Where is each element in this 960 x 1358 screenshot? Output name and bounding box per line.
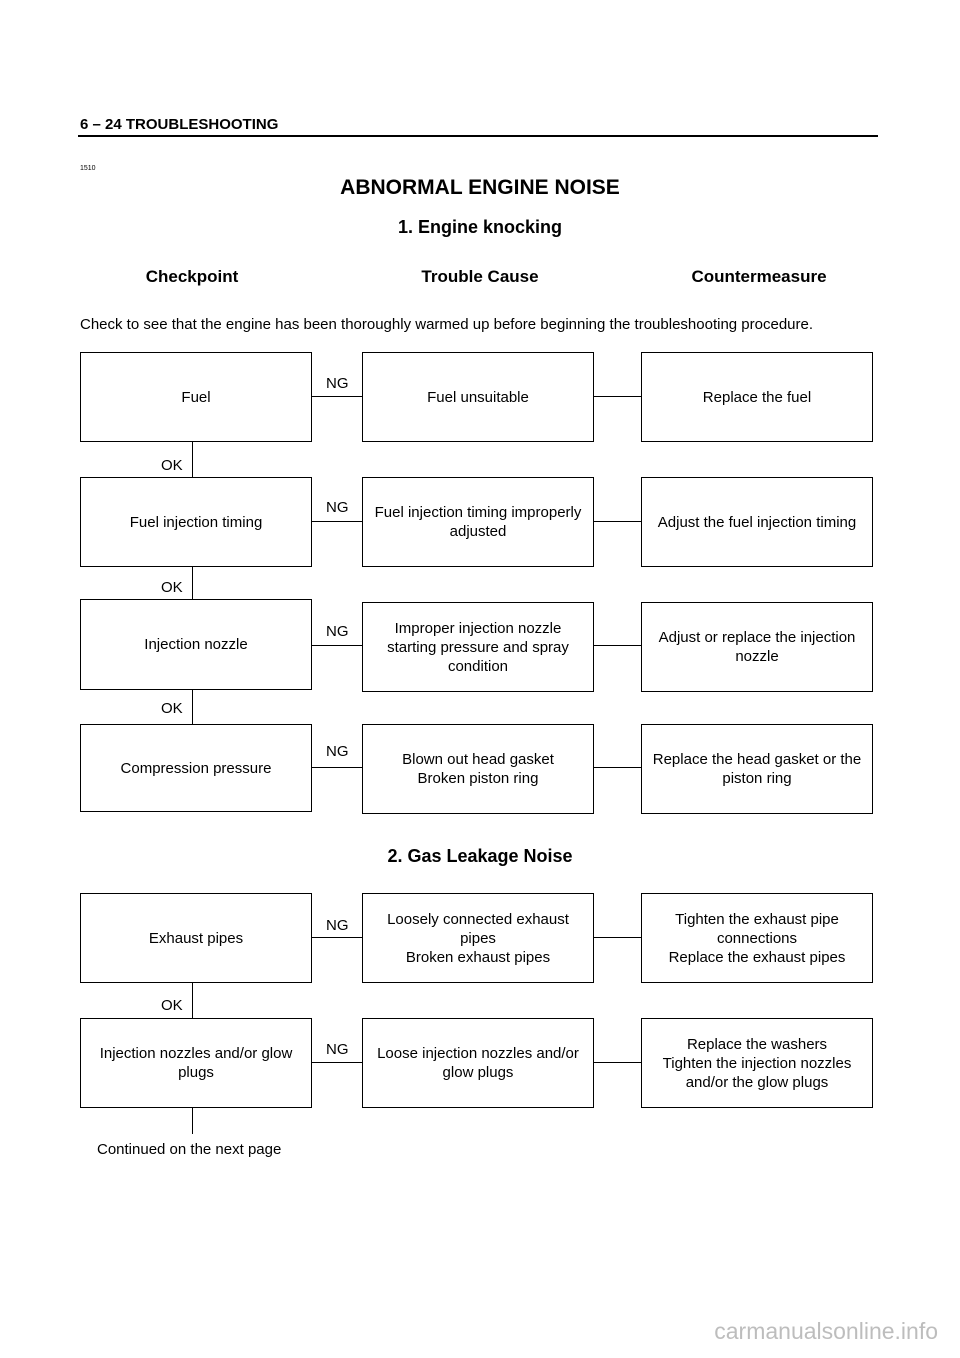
cause-box: Loose injection nozzles and/or glow plugs bbox=[362, 1018, 594, 1108]
procedure-note: Check to see that the engine has been thoroughly warmed up before beginning the troubleshooting procedure. bbox=[80, 316, 814, 333]
continued-note: Continued on the next page bbox=[97, 1141, 282, 1158]
ok-connector bbox=[192, 567, 193, 599]
ng-connector bbox=[312, 521, 362, 522]
ng-label: NG bbox=[326, 1041, 349, 1058]
ng-connector bbox=[312, 937, 362, 938]
column-header-checkpoint: Checkpoint bbox=[145, 267, 239, 286]
section-heading-gas-leakage: 2. Gas Leakage Noise bbox=[387, 846, 573, 866]
ok-label: OK bbox=[161, 457, 183, 474]
connector-line bbox=[594, 521, 641, 522]
continued-connector bbox=[192, 1108, 193, 1134]
cause-box: Blown out head gasket Broken piston ring bbox=[362, 724, 594, 814]
checkpoint-box: Fuel bbox=[80, 352, 312, 442]
section-heading-engine-knocking: 1. Engine knocking bbox=[397, 217, 563, 237]
ok-label: OK bbox=[161, 997, 183, 1014]
ok-connector bbox=[192, 442, 193, 477]
ng-connector bbox=[312, 1062, 362, 1063]
ng-connector bbox=[312, 396, 362, 397]
cause-box: Improper injection nozzle starting pressure and spray condition bbox=[362, 602, 594, 692]
ng-label: NG bbox=[326, 917, 349, 934]
ng-connector bbox=[312, 645, 362, 646]
countermeasure-box: Adjust or replace the injection nozzle bbox=[641, 602, 873, 692]
countermeasure-box: Replace the washers Tighten the injection nozzles and/or the glow plugs bbox=[641, 1018, 873, 1108]
countermeasure-box: Tighten the exhaust pipe connections Replace the exhaust pipes bbox=[641, 893, 873, 983]
connector-line bbox=[594, 937, 641, 938]
ng-connector bbox=[312, 767, 362, 768]
ng-label: NG bbox=[326, 623, 349, 640]
ok-connector bbox=[192, 690, 193, 724]
ok-label: OK bbox=[161, 579, 183, 596]
ng-label: NG bbox=[326, 743, 349, 760]
cause-box: Fuel injection timing improperly adjusted bbox=[362, 477, 594, 567]
page-header: 6 – 24 TROUBLESHOOTING bbox=[80, 116, 279, 133]
page-title: ABNORMAL ENGINE NOISE bbox=[340, 176, 620, 199]
column-header-countermeasure: Countermeasure bbox=[691, 267, 827, 286]
checkpoint-box: Fuel injection timing bbox=[80, 477, 312, 567]
cause-box: Loosely connected exhaust pipes Broken exhaust pipes bbox=[362, 893, 594, 983]
section-code: 1510 bbox=[80, 165, 96, 172]
ng-label: NG bbox=[326, 375, 349, 392]
connector-line bbox=[594, 645, 641, 646]
checkpoint-box: Injection nozzle bbox=[80, 599, 312, 690]
connector-line bbox=[594, 396, 641, 397]
countermeasure-box: Replace the fuel bbox=[641, 352, 873, 442]
countermeasure-box: Adjust the fuel injection timing bbox=[641, 477, 873, 567]
watermark: carmanualsonline.info bbox=[714, 1318, 938, 1344]
cause-box: Fuel unsuitable bbox=[362, 352, 594, 442]
ok-connector bbox=[192, 983, 193, 1018]
checkpoint-box: Compression pressure bbox=[80, 724, 312, 812]
ng-label: NG bbox=[326, 499, 349, 516]
ok-label: OK bbox=[161, 700, 183, 717]
connector-line bbox=[594, 1062, 641, 1063]
connector-line bbox=[594, 767, 641, 768]
checkpoint-box: Injection nozzles and/or glow plugs bbox=[80, 1018, 312, 1108]
checkpoint-box: Exhaust pipes bbox=[80, 893, 312, 983]
column-header-trouble-cause: Trouble Cause bbox=[421, 267, 539, 286]
header-rule bbox=[78, 135, 878, 137]
countermeasure-box: Replace the head gasket or the piston ring bbox=[641, 724, 873, 814]
